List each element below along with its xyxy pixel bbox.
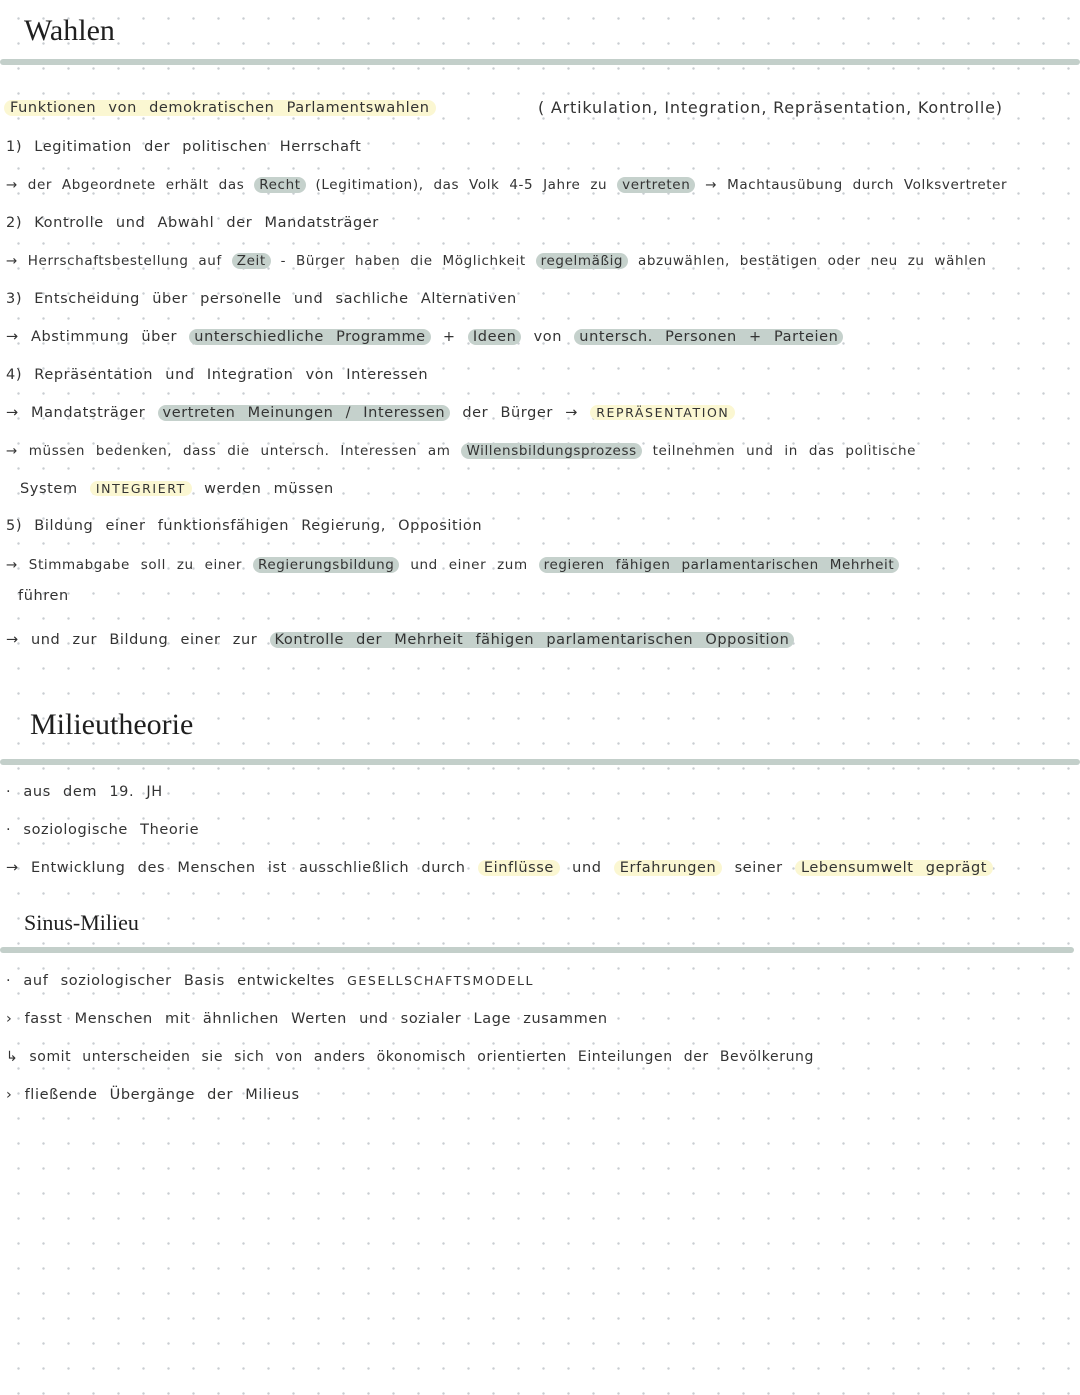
text: führen xyxy=(18,588,69,604)
text: teilnehmen und in das politische xyxy=(652,443,917,459)
subtitle-highlight: Funktionen von demokratischen Parlamentswahlen xyxy=(4,100,436,116)
note-line-7 xyxy=(6,367,428,383)
highlight-caps: INTEGRIERT xyxy=(90,481,192,496)
text: ↳ somit unterscheiden sie sich von anders ökonomisch orientierten Einteilungen der Bevölkerung xyxy=(6,1049,815,1065)
note-line-5 xyxy=(6,291,517,307)
text: der Bürger xyxy=(462,405,553,421)
note-line-10 xyxy=(20,481,334,497)
highlight: Kontrolle der Mehrheit fähigen parlamentarischen Opposition xyxy=(270,632,795,648)
highlight-caps: REPRÄSENTATION xyxy=(590,405,735,420)
text: · soziologische Theorie xyxy=(6,822,200,838)
milieu-line-3 xyxy=(6,860,993,876)
highlight: Recht xyxy=(254,177,305,193)
note-line-12 xyxy=(6,557,899,573)
heading-milieutheorie: Milieutheorie xyxy=(30,708,194,741)
sinus-line-3 xyxy=(6,1049,814,1065)
milieu-line-1 xyxy=(6,784,163,800)
sinus-line-4 xyxy=(6,1087,300,1103)
text: 3) Entscheidung über personelle und sachliche Alternativen xyxy=(6,291,517,307)
text: → Machtausübung durch Volksvertreter xyxy=(705,177,1008,193)
text: - Bürger haben die Möglichkeit xyxy=(280,253,526,269)
text: → Mandatsträger xyxy=(6,405,146,421)
text: seiner xyxy=(734,860,783,876)
text: → Stimmabgabe soll zu einer xyxy=(6,557,243,573)
sinus-line-1 xyxy=(6,973,534,989)
text: · auf soziologischer Basis entwickeltes xyxy=(6,973,335,989)
text: (Legitimation), das Volk 4-5 Jahre zu xyxy=(315,177,608,193)
divider-milieutheorie xyxy=(0,759,1080,765)
sinus-line-2 xyxy=(6,1011,608,1027)
note-line-4 xyxy=(6,253,987,269)
text: → Abstimmung über xyxy=(6,329,178,345)
text: + xyxy=(442,329,456,345)
highlight: Einflüsse xyxy=(478,860,560,876)
highlight: unterschiedliche Programme xyxy=(189,329,430,345)
subtitle-note: ( Artikulation, Integration, Repräsentation, Kontrolle) xyxy=(538,98,1003,117)
text: 2) Kontrolle und Abwahl der Mandatsträger xyxy=(6,215,379,231)
text: › fließende Übergänge der Milieus xyxy=(6,1087,300,1103)
highlight: Erfahrungen xyxy=(614,860,723,876)
highlight: untersch. Personen + Parteien xyxy=(574,329,843,345)
note-line-14 xyxy=(6,632,794,648)
note-line-3 xyxy=(6,215,379,231)
highlight: vertreten xyxy=(617,177,695,193)
text: und einer zum xyxy=(410,557,528,573)
text: → xyxy=(565,405,578,421)
text: und xyxy=(572,860,602,876)
caps-text: GESELLSCHAFTSMODELL xyxy=(347,973,535,988)
note-line-9 xyxy=(6,443,916,459)
note-line-13 xyxy=(18,588,69,604)
note-line-6 xyxy=(6,329,843,345)
note-line-11 xyxy=(6,518,482,534)
highlight: Regierungsbildung xyxy=(253,557,400,573)
text: 4) Repräsentation und Integration von Interessen xyxy=(6,367,429,383)
note-line-1 xyxy=(6,139,361,155)
text: → Entwicklung des Menschen ist ausschließlich durch xyxy=(6,860,466,876)
text: System xyxy=(20,481,78,497)
highlight: regelmäßig xyxy=(536,253,628,269)
milieu-line-2 xyxy=(6,822,199,838)
note-line-2 xyxy=(6,177,1007,193)
text: → Herrschaftsbestellung auf xyxy=(6,253,222,269)
note-line-8 xyxy=(6,405,735,421)
heading-wahlen: Wahlen xyxy=(24,14,115,47)
text: von xyxy=(533,329,563,345)
highlight: Lebensumwelt geprägt xyxy=(795,860,993,876)
highlight: Ideen xyxy=(468,329,522,345)
text: → müssen bedenken, dass die untersch. Interessen am xyxy=(6,443,451,459)
text: → der Abgeordnete erhält das xyxy=(6,177,245,193)
text: → und zur Bildung einer zur xyxy=(6,632,258,648)
text: 5) Bildung einer funktionsfähigen Regierung, Opposition xyxy=(6,518,483,534)
highlight: Willensbildungsprozess xyxy=(461,443,641,459)
text: · aus dem 19. JH xyxy=(6,784,163,800)
highlight: regieren fähigen parlamentarischen Mehrheit xyxy=(539,557,900,573)
text: › fasst Menschen mit ähnlichen Werten und sozialer Lage zusammen xyxy=(6,1011,608,1027)
text: 1) Legitimation der politischen Herrschaft xyxy=(6,139,362,155)
text: abzuwählen, bestätigen oder neu zu wählen xyxy=(638,253,987,269)
text: werden müssen xyxy=(204,481,334,497)
heading-sinus-milieu: Sinus-Milieu xyxy=(24,910,139,935)
divider-sinus-milieu xyxy=(0,947,1074,953)
divider-wahlen xyxy=(0,59,1080,65)
subtitle-line xyxy=(4,100,436,116)
highlight: vertreten Meinungen / Interessen xyxy=(158,405,451,421)
highlight: Zeit xyxy=(232,253,271,269)
